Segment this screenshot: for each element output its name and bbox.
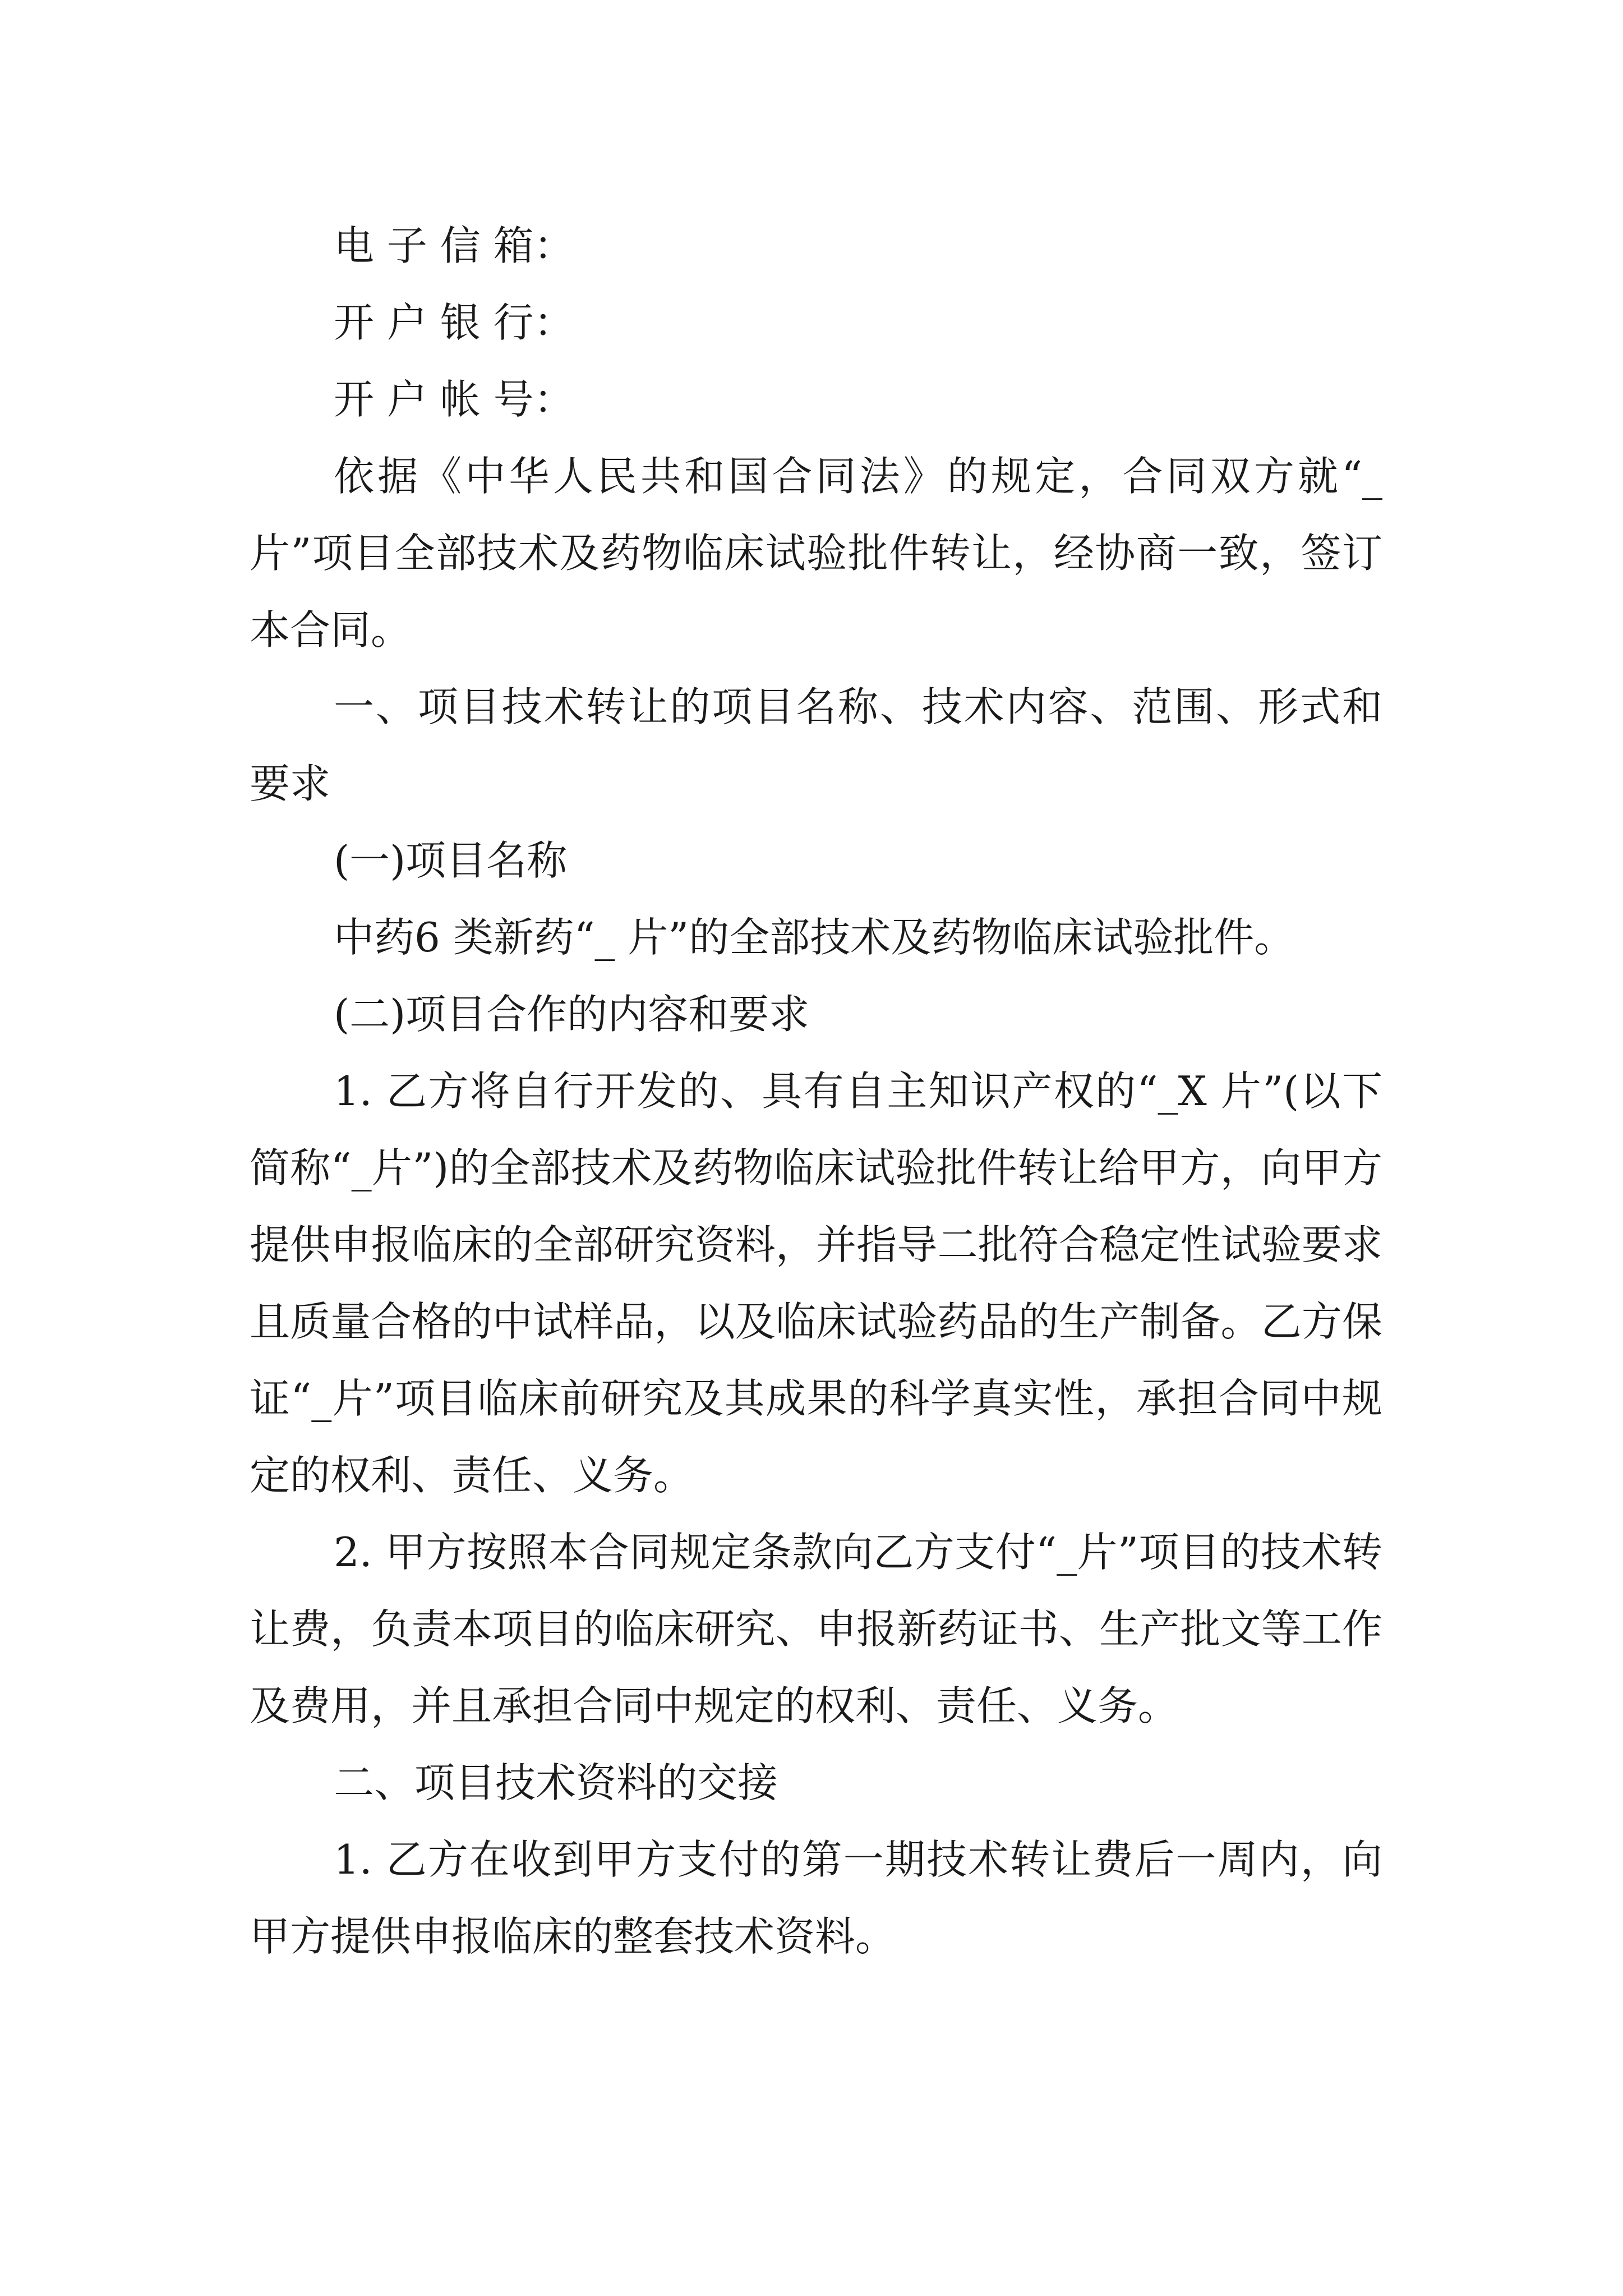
section-heading-1: 一、项目技术转让的项目名称、技术内容、范围、形式和要求 [250,683,1382,807]
subsection-heading-1: (一)项目名称 [334,837,568,884]
section-heading-2: 二、项目技术资料的交接 [334,1759,778,1806]
clause-paragraph-1: 1. 乙方将自行开发的、具有自主知识产权的“_X 片”(以下简称“_片”)的全部技术及药物临床试验批件转让给甲方，向甲方提供申报临床的全部研究资料，并指导二批符合稳定性试验要求且质量合格的中试样品，以及临床试验药品的生产制备。乙方保证“_片”项目临床前研究及其成果的科学真实性，承担合同中规定的权利、责任、义务。 [250,1068,1382,1499]
preamble-paragraph: 依据《中华人民共和国合同法》的规定，合同双方就“_ 片”项目全部技术及药物临床试验批件转让，经协商一致，签订本合同。 [250,453,1382,654]
email-field-label: 电 子 信 箱： [334,222,574,269]
clause-paragraph-2: 2. 甲方按照本合同规定条款向乙方支付“_片”项目的技术转让费，负责本项目的临床研究、申报新药证书、生产批文等工作及费用，并且承担合同中规定的权利、责任、义务。 [250,1529,1382,1729]
clause-paragraph-3: 1. 乙方在收到甲方支付的第一期技术转让费后一周内，向甲方提供申报临床的整套技术资料。 [250,1836,1382,1960]
account-field-label: 开 户 帐 号： [334,376,574,423]
bank-field-label: 开 户 银 行： [334,299,574,346]
project-name-paragraph: 中药6 类新药“_ 片”的全部技术及药物临床试验批件。 [334,914,1295,961]
subsection-heading-2: (二)项目合作的内容和要求 [334,991,810,1038]
document-body [250,208,1382,1975]
